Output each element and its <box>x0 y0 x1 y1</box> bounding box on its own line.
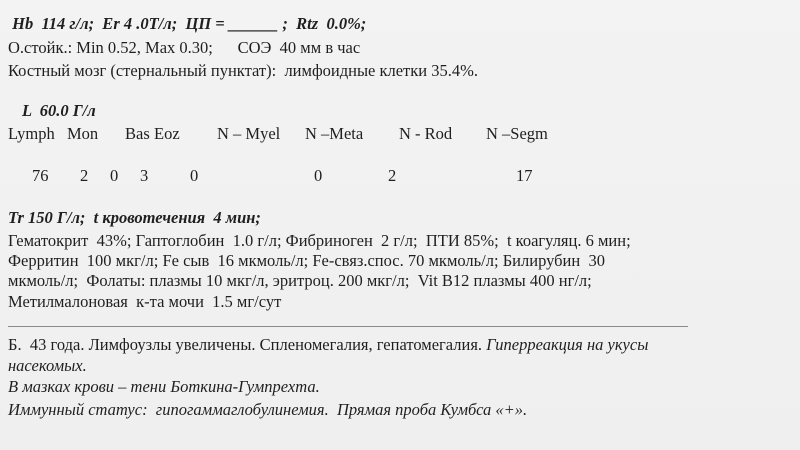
leukocytes-title: L 60.0 Г/л <box>22 101 96 120</box>
header-eoz: Eoz <box>154 124 180 143</box>
osmotic-esr-line: О.стойк.: Min 0.52, Max 0.30; СОЭ 40 мм в час <box>8 38 361 57</box>
value-n-segm: 17 <box>516 166 533 185</box>
header-n-rod: N - Rod <box>399 124 453 143</box>
patient-line-1 <box>8 335 648 355</box>
header-n-meta: N –Meta <box>305 124 364 143</box>
header-n-segm: N –Segm <box>486 124 548 143</box>
header-n-myel: N – Myel <box>217 124 281 143</box>
hb-er-line: Hb 114 г/л; Er 4 .0Т/л; ЦП = ______ ; Rtz 0.0%; <box>8 14 367 33</box>
header-mon: Mon <box>67 124 99 143</box>
patient-line-2: насекомых. <box>8 356 87 375</box>
patient-history: Б. 43 года. Лимфоузлы увеличены. Спленомегалия, гепатомегалия. <box>8 335 487 354</box>
value-eoz: 3 <box>140 166 149 185</box>
value-lymph: 76 <box>32 166 49 185</box>
header-lymph: Lymph <box>8 124 55 143</box>
header-bas: Bas <box>125 124 150 143</box>
hyperreaction-note: Гиперреакция на укусы <box>486 335 649 354</box>
lab-line-2: Ферритин 100 мкг/л; Fe сыв 16 мкмоль/л; Fe-связ.спос. 70 мкмоль/л; Билирубин 30 <box>8 251 605 270</box>
lab-line-4: Метилмалоновая к-та мочи 1.5 мг/сут <box>8 292 282 311</box>
value-bas: 0 <box>110 166 119 185</box>
lab-line-3: мкмоль/л; Фолаты: плазмы 10 мкг/л, эритроц. 200 мкг/л; Vit B12 плазмы 400 нг/л; <box>8 271 592 290</box>
divider-line <box>8 326 688 327</box>
value-mon: 2 <box>80 166 89 185</box>
bone-marrow-line: Костный мозг (стернальный пунктат): лимфоидные клетки 35.4%. <box>8 61 478 80</box>
value-n-rod: 2 <box>388 166 397 185</box>
platelets-title: Tr 150 Г/л; t кровотечения 4 мин; <box>8 208 261 227</box>
value-n-myel: 0 <box>190 166 199 185</box>
lab-line-1: Гематокрит 43%; Гаптоглобин 1.0 г/л; Фибриноген 2 г/л; ПТИ 85%; t коагуляц. 6 мин; <box>8 231 631 250</box>
value-n-meta: 0 <box>314 166 323 185</box>
botkin-shadows-line: В мазках крови – тени Боткина-Гумпрехта. <box>8 377 320 396</box>
immune-status-line: Иммунный статус: гипогаммаглобулинемия. Прямая проба Кумбса «+». <box>8 400 528 419</box>
